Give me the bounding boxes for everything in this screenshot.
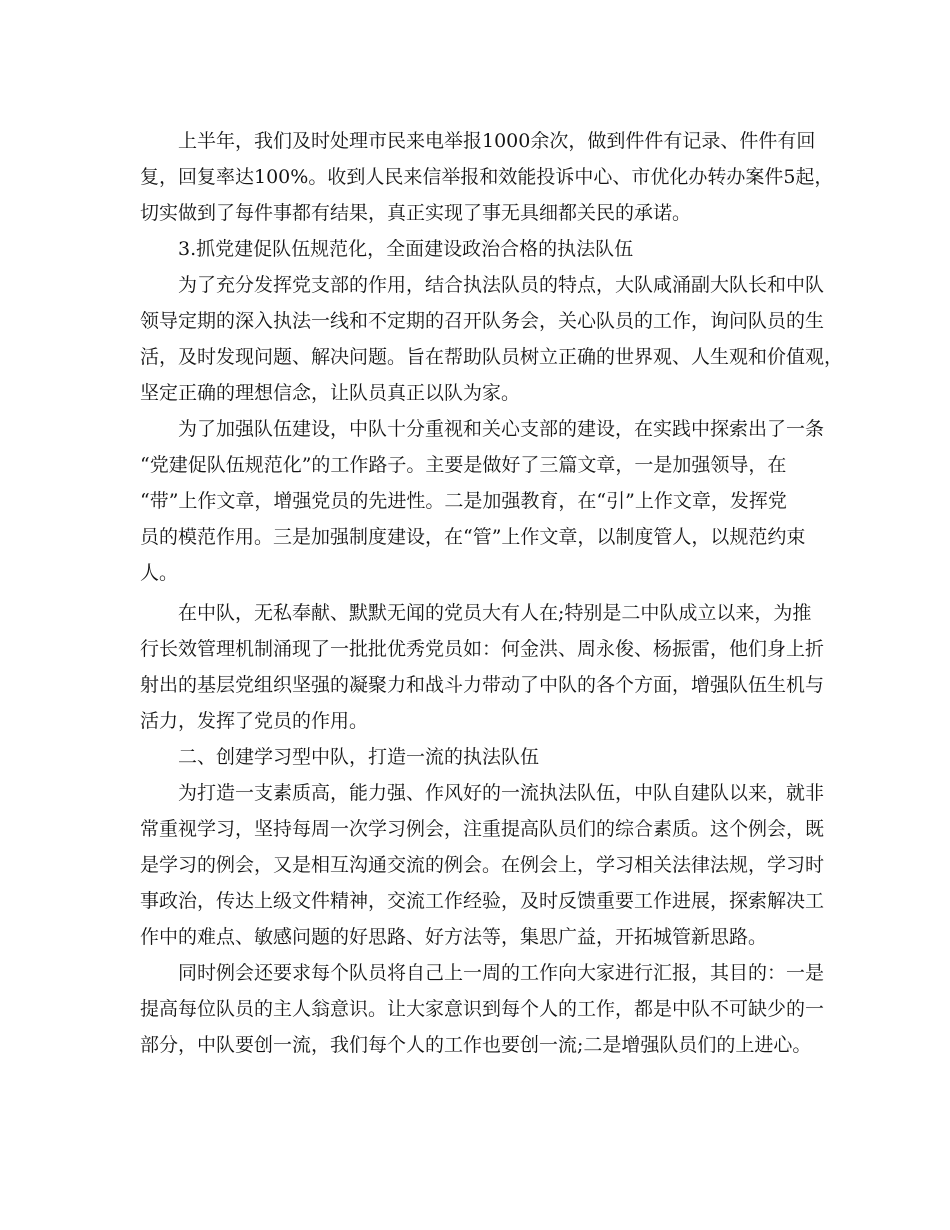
paragraph-line: 提高每位队员的主人翁意识。让大家意识到每个人的工作，都是中队不可缺少的一 xyxy=(140,998,825,1020)
paragraph-line: “带”上作文章，增强党员的先进性。二是加强教育，在“引”上作文章，发挥党 xyxy=(140,490,787,512)
paragraph-line: 人。 xyxy=(140,562,179,584)
paragraph-line: 射出的基层党组织坚强的凝聚力和战斗力带动了中队的各个方面，增强队伍生机与 xyxy=(140,674,825,696)
section-heading: 二、创建学习型中队，打造一流的执法队伍 xyxy=(178,746,540,768)
paragraph-line: “党建促队伍规范化”的工作路子。主要是做好了三篇文章，一是加强领导，在 xyxy=(140,454,787,476)
paragraph-line: 复，回复率达100%。收到人民来信举报和效能投诉中心、市优化办转办案件5起， xyxy=(140,166,834,188)
paragraph-line: 为了充分发挥党支部的作用，结合执法队员的特点，大队咸涌副大队长和中队 xyxy=(178,274,825,296)
paragraph-line: 上半年，我们及时处理市民来电举报1000余次，做到件件有记录、件件有回 xyxy=(178,130,816,152)
paragraph-line: 切实做到了每件事都有结果，真正实现了事无具细都关民的承诺。 xyxy=(140,202,692,224)
paragraph-line: 部分，中队要创一流，我们每个人的工作也要创一流;二是增强队员们的上进心。 xyxy=(140,1034,812,1056)
paragraph-line: 活力，发挥了党员的作用。 xyxy=(140,710,369,732)
paragraph-line: 坚定正确的理想信念，让队员真正以队为家。 xyxy=(140,382,521,404)
paragraph-line: 为了加强队伍建设，中队十分重视和关心支部的建设，在实践中探索出了一条 xyxy=(178,418,825,440)
paragraph-line: 在中队，无私奉献、默默无闻的党员大有人在;特别是二中队成立以来，为推 xyxy=(178,602,812,624)
paragraph-line: 常重视学习，坚持每周一次学习例会，注重提高队员们的综合素质。这个例会，既 xyxy=(140,818,825,840)
paragraph-line: 为打造一支素质高，能力强、作风好的一流执法队伍，中队自建队以来，就非 xyxy=(178,782,825,804)
paragraph-line: 同时例会还要求每个队员将自己上一周的工作向大家进行汇报，其目的：一是 xyxy=(178,962,825,984)
paragraph-line: 行长效管理机制涌现了一批批优秀党员如：何金洪、周永俊、杨振雷，他们身上折 xyxy=(140,638,825,660)
paragraph-line: 是学习的例会，又是相互沟通交流的例会。在例会上，学习相关法律法规，学习时 xyxy=(140,854,825,876)
paragraph-line: 作中的难点、敏感问题的好思路、好方法等，集思广益，开拓城管新思路。 xyxy=(140,926,768,948)
paragraph-line: 员的模范作用。三是加强制度建设，在“管”上作文章，以制度管人，以规范约束 xyxy=(140,526,806,548)
paragraph-line: 领导定期的深入执法一线和不定期的召开队务会，关心队员的工作，询问队员的生 xyxy=(140,310,825,332)
paragraph-line: 事政治，传达上级文件精神，交流工作经验，及时反馈重要工作进展，探索解决工 xyxy=(140,890,825,912)
paragraph-line: 活，及时发现问题、解决问题。旨在帮助队员树立正确的世界观、人生观和价值观， xyxy=(140,346,844,368)
section-heading: 3.抓党建促队伍规范化，全面建设政治合格的执法队伍 xyxy=(178,238,634,260)
